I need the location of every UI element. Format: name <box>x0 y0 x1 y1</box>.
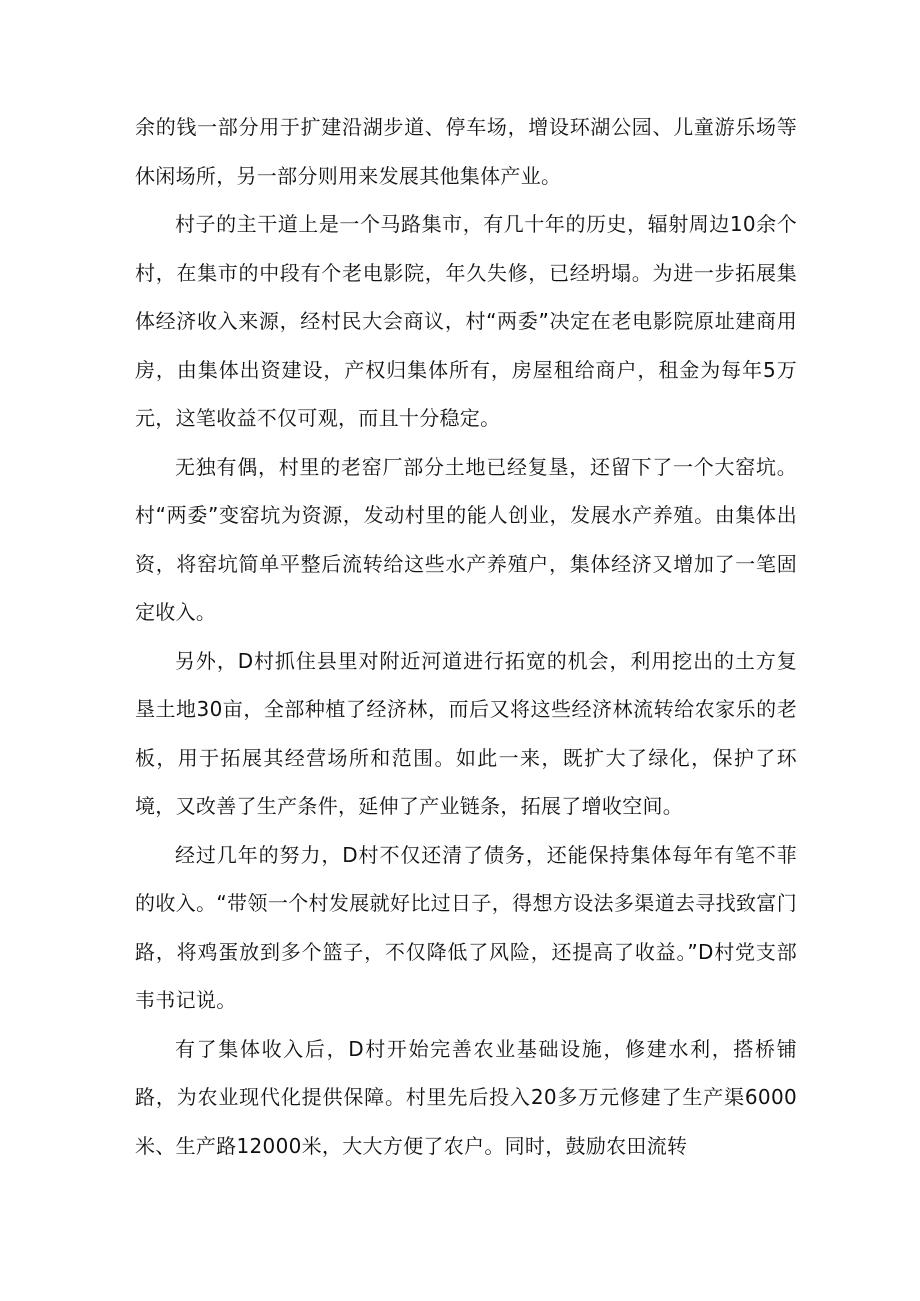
document-body <box>135 103 797 1170</box>
paragraph: 无独有偶，村里的老窑厂部分土地已经复垦，还留下了一个大窑坑。村“两委”变窑坑为资源，发动村里的能人创业，发展水产养殖。由集体出资，将窑坑简单平整后流转给这些水产养殖户，集体经济又增加了一笔固定收入。 <box>135 454 797 624</box>
paragraph: 经过几年的努力，D村不仅还清了债务，还能保持集体每年有笔不菲的收入。“带领一个村发展就好比过日子，得想方设法多渠道去寻找致富门路，将鸡蛋放到多个篮子，不仅降低了风险，还提高了收益。”D村党支部韦书记说。 <box>135 842 797 1012</box>
paragraph: 另外，D村抓住县里对附近河道进行拓宽的机会，利用挖出的土方复垦土地30亩，全部种植了经济林，而后又将这些经济林流转给农家乐的老板，用于拓展其经营场所和范围。如此一来，既扩大了绿化，保护了环境，又改善了生产条件，延伸了产业链条，拓展了增收空间。 <box>135 648 797 818</box>
paragraph: 村子的主干道上是一个马路集市，有几十年的历史，辐射周边10余个村，在集市的中段有个老电影院，年久失修，已经坍塌。为进一步拓展集体经济收入来源，经村民大会商议，村“两委”决定在老电影院原址建商用房，由集体出资建设，产权归集体所有，房屋租给商户，租金为每年5万元，这笔收益不仅可观，而且十分稳定。 <box>135 212 797 430</box>
paragraph-continuation: 余的钱一部分用于扩建沿湖步道、停车场，增设环湖公园、儿童游乐场等休闲场所，另一部分则用来发展其他集体产业。 <box>135 115 797 188</box>
paragraph: 有了集体收入后，D村开始完善农业基础设施，修建水利，搭桥铺路，为农业现代化提供保障。村里先后投入20多万元修建了生产渠6000米、生产路12000米，大大方便了农户。同时，鼓励农田流转 <box>135 1036 797 1158</box>
